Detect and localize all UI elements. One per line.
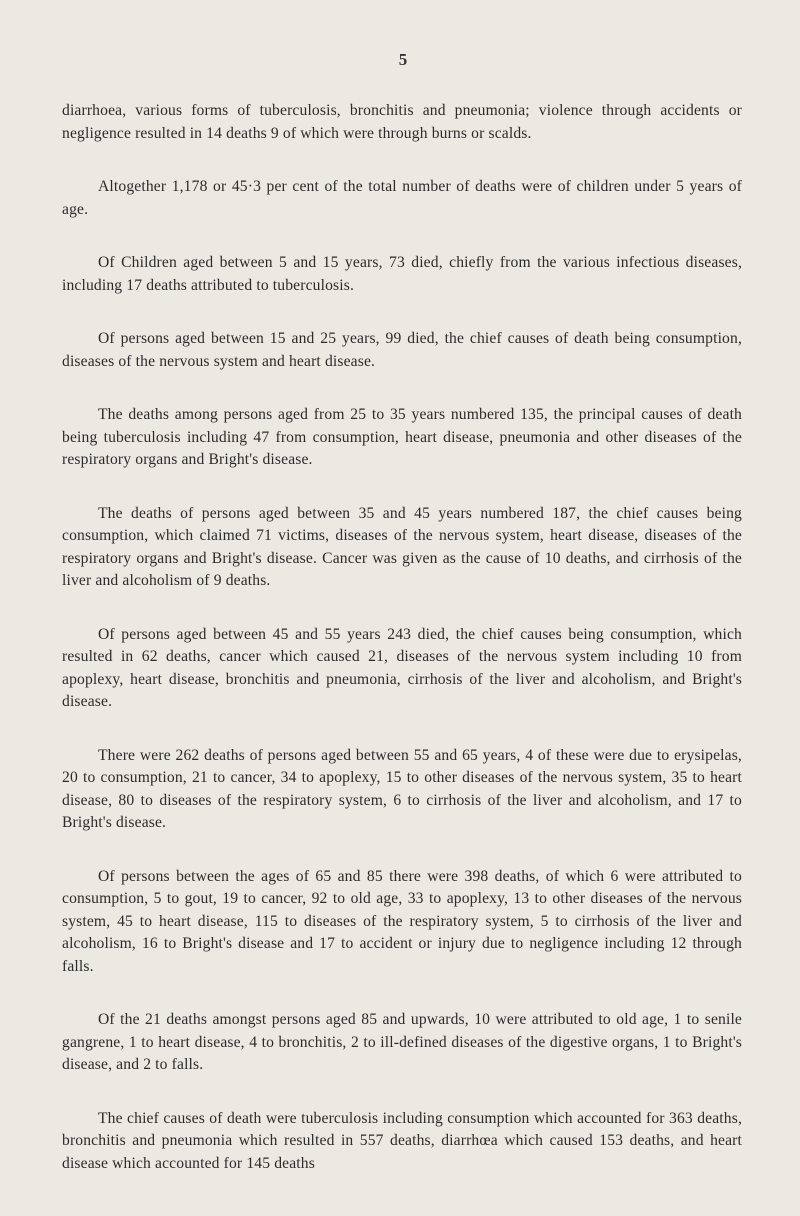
paragraph-ages-5-15: Of Children aged between 5 and 15 years, 73 died, chiefly from the various infectious diseases, including 17 deaths attributed to tuberculosis.: [62, 254, 742, 294]
paragraph-children-under-5: Altogether 1,178 or 45·3 per cent of the total number of deaths were of children under 5 years of age.: [62, 178, 742, 218]
paragraph-chief-causes: The chief causes of death were tuberculosis including consumption which accounted for 363 deaths, bronchitis and pneumonia which resulted in 557 deaths, diarrhœa which caused 153 deaths, and heart disease which accounted for 145 deaths: [62, 1109, 742, 1172]
body-text: [62, 100, 742, 1206]
paragraph-ages-85-upwards: Of the 21 deaths amongst persons aged 85 and upwards, 10 were attributed to old age, 1 to senile gangrene, 1 to heart disease, 4 to bronchitis, 2 to ill-defined diseases of the digestive organs, 1 to Bright's disease, and 2 to falls.: [62, 1011, 742, 1073]
page-number: 5: [398, 50, 408, 69]
paragraph-ages-15-25: Of persons aged between 15 and 25 years, 99 died, the chief causes of death being consumption, diseases of the nervous system and heart disease.: [62, 330, 742, 370]
paragraph-ages-45-55: Of persons aged between 45 and 55 years 243 died, the chief causes being consumption, which resulted in 62 deaths, cancer which caused 21, diseases of the nervous system including 10 from apoplexy, heart disease, bronchitis and pneumonia, cirrhosis of the liver and alcoholism, and Bright's disease.: [62, 625, 742, 710]
paragraph-ages-65-85: Of persons between the ages of 65 and 85 there were 398 deaths, of which 6 were attributed to consumption, 5 to gout, 19 to cancer, 92 to old age, 33 to apoplexy, 13 to other diseases of the nervous system, 45 to heart disease, 115 to diseases of the respiratory system, 5 to cirrhosis of the liver and alcoholism, 16 to Bright's disease and 17 to accident or injury due to negligence including 12 through falls.: [62, 867, 742, 975]
paragraph-ages-25-35: The deaths among persons aged from 25 to 35 years numbered 135, the principal causes of death being tuberculosis including 47 from consumption, heart disease, pneumonia and other diseases of the respiratory organs and Bright's disease.: [62, 406, 742, 468]
paragraph-ages-55-65: There were 262 deaths of persons aged between 55 and 65 years, 4 of these were due to erysipelas, 20 to consumption, 21 to cancer, 34 to apoplexy, 15 to other diseases of the nervous system, 35 to heart disease, 80 to diseases of the respiratory system, 6 to cirrhosis of the liver and alcoholism, and 17 to Bright's disease.: [62, 746, 742, 831]
paragraph-ages-35-45: The deaths of persons aged between 35 and 45 years numbered 187, the chief causes being consumption, which claimed 71 victims, diseases of the nervous system, heart disease, diseases of the respiratory organs and Bright's disease. Cancer was given as the cause of 10 deaths, and cirrhosis of the liver and alcoholism of 9 deaths.: [62, 504, 742, 589]
paragraph-continuation: diarrhoea, various forms of tuberculosis, bronchitis and pneumonia; violence through accidents or negligence resulted in 14 deaths 9 of which were through burns or scalds.: [62, 102, 742, 142]
